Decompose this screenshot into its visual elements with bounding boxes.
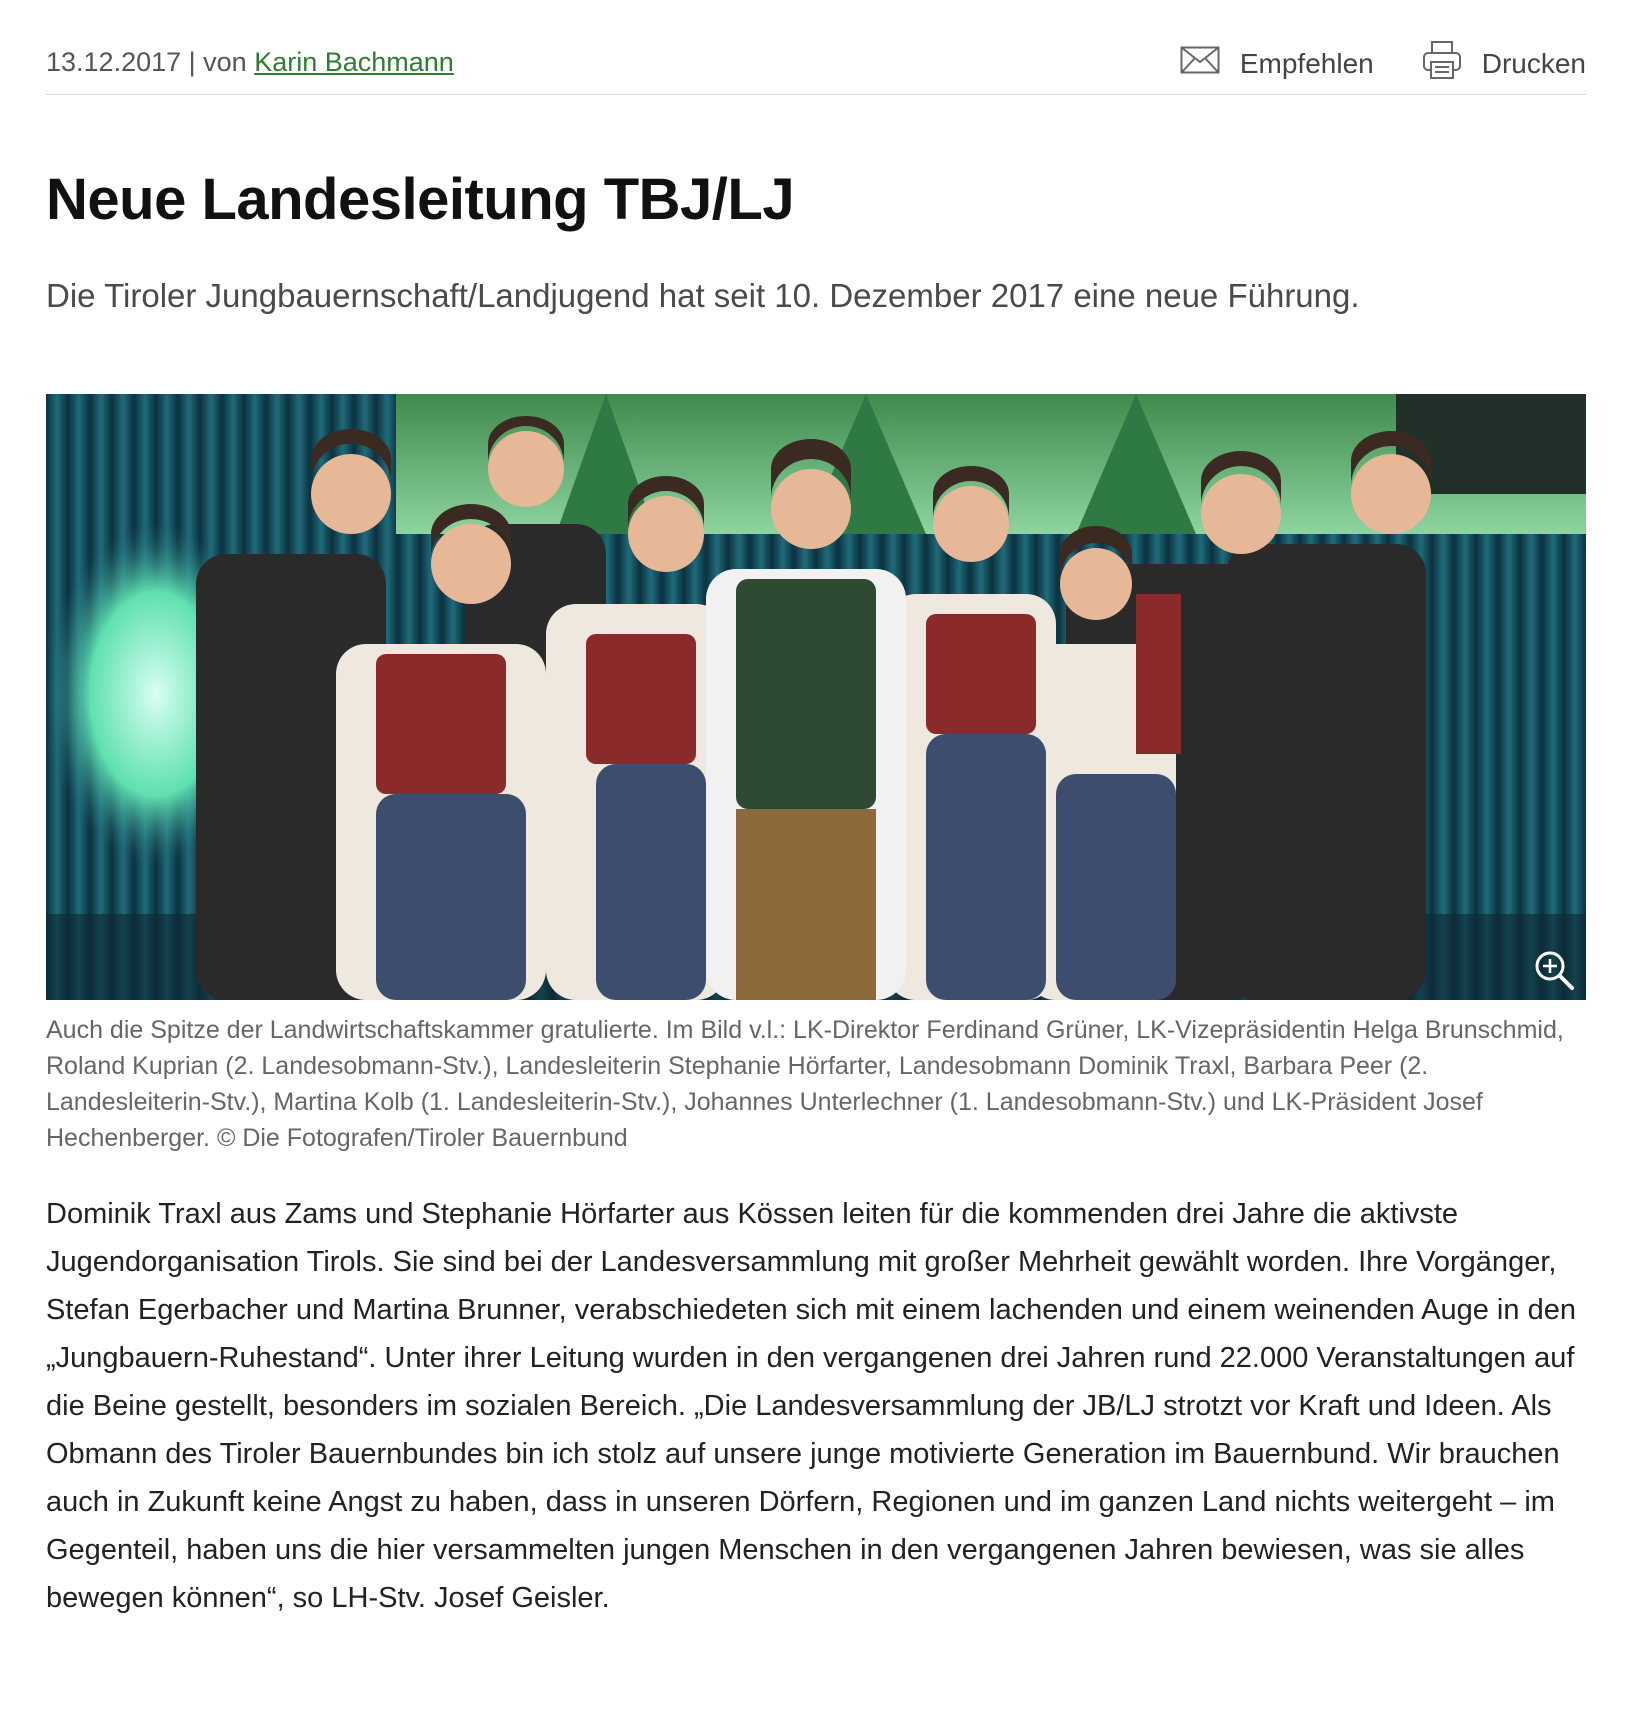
article	[46, 0, 1586, 1614]
body-paragraph: Dominik Traxl aus Zams und Stephanie Hörfarter aus Kössen leiten für die kommenden drei Jahre die aktivste Jugendorganisation Tirols. Sie sind bei der Landesversammlung mit großer Mehrheit gewählt worden. Ihre Vorgänger, Stefan Egerbacher und Martina Brunner, verabschiedeten sich mit einem lachenden und einem weinenden Auge in den „Jungbauern-Ruhestand“. Unter ihrer Leitung wurden in den vergangenen drei Jahren rund 22.000 Veranstaltungen auf die Beine gestellt, besonders im sozialen Bereich. „Die Landesversammlung der JB/LJ strotzt vor Kraft und Ideen. Als Obmann des Tiroler Bauernbundes bin ich stolz auf unsere junge motivierte Generation im Bauernbund. Wir brauchen auch in Zukunft keine Angst zu haben, dass in unseren Dörfern, Regionen und im ganzen Land nichts weitergeht – im Gegenteil, haben uns die hier versammelten jungen Menschen in den vergangenen Jahren bewiesen, was sie alles bewegen können“, so LH-Stv. Josef Geisler.	[46, 1198, 1576, 1614]
article-photo[interactable]	[46, 394, 1586, 1000]
mail-icon	[1180, 46, 1220, 81]
publish-date: 13.12.2017	[46, 47, 182, 77]
zoom-in-icon[interactable]	[1532, 948, 1576, 992]
print-label: Drucken	[1481, 47, 1586, 79]
article-body	[46, 1190, 1586, 1622]
author-link[interactable]: Karin Bachmann	[254, 47, 454, 77]
image-caption: Auch die Spitze der Landwirtschaftskammer gratulierte. Im Bild v.l.: LK-Direktor Ferdinand Grüner, LK-Vizepräsidentin Helga Brunschmid, Roland Kuprian (2. Landesobmann-Stv.), Landesleiterin Stephanie Hörfarter, Landesobmann Dominik Traxl, Barbara Peer (2. Landesleiterin-Stv.), Martina Kolb (1. Landesleiterin-Stv.), Johannes Unterlechner (1. Landesobmann-Stv.) und LK-Präsident Josef Hechenberger. © Die Fotografen/Tiroler Bauernbund	[46, 1016, 1564, 1152]
article-byline	[46, 44, 454, 80]
article-title: Neue Landesleitung TBJ/LJ	[46, 167, 795, 232]
article-meta-bar	[46, 0, 1586, 95]
print-button[interactable]	[1422, 40, 1586, 87]
recommend-button[interactable]	[1180, 46, 1374, 81]
article-lead: Die Tiroler Jungbauernschaft/Landjugend hat seit 10. Dezember 2017 eine neue Führung.	[46, 277, 1360, 314]
recommend-label: Empfehlen	[1239, 47, 1374, 79]
article-actions	[1132, 40, 1586, 87]
printer-icon	[1422, 40, 1462, 87]
byline-separator: | von	[181, 47, 255, 77]
group-photo-illustration	[46, 394, 1586, 1000]
